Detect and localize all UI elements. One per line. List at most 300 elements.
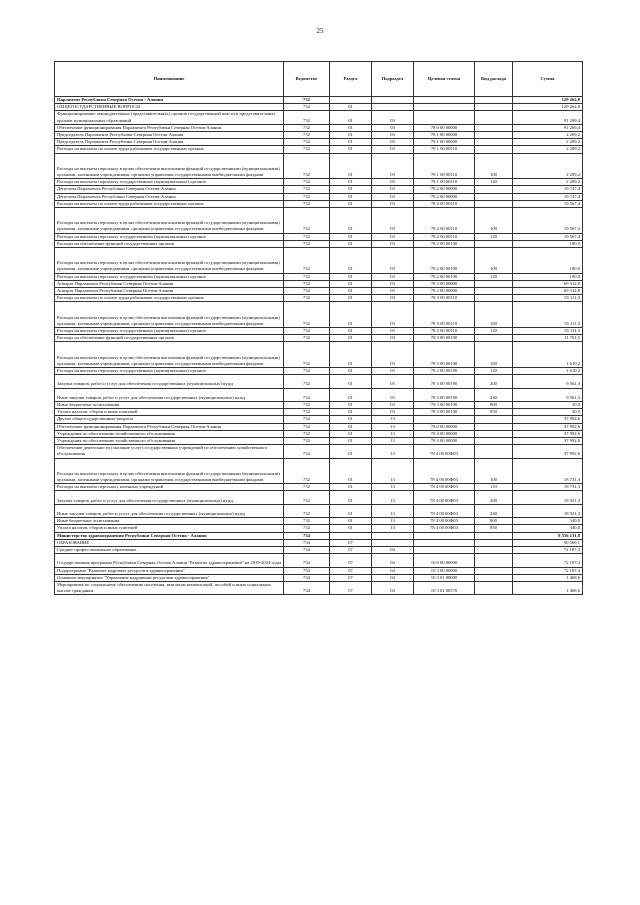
cell-code: 732 xyxy=(284,518,330,525)
cell-subsection: 03 xyxy=(372,248,414,274)
cell-section: 01 xyxy=(330,416,372,423)
cell-expense xyxy=(475,582,513,595)
cell-section: 01 xyxy=(330,186,372,193)
cell-article xyxy=(414,111,475,124)
cell-article xyxy=(414,416,475,423)
cell-expense xyxy=(475,539,513,546)
cell-subsection: 03 xyxy=(372,193,414,200)
cell-article: 78 1 00 00110 xyxy=(414,179,475,186)
cell-name: Парламент Республики Северная Осетия - Алания xyxy=(55,97,284,104)
cell-name: Обеспечение деятельности (оказание услуг) государственных учреждений по обеспечению хозяйственного обслуживания xyxy=(55,445,284,458)
cell-name: Государственная программа Республики Северная Осетия-Алания "Развитие здравоохранения" на 2019-2024 годы xyxy=(55,554,284,567)
cell-expense: 100 xyxy=(475,208,513,234)
cell-section: 01 xyxy=(330,423,372,430)
cell-expense xyxy=(475,554,513,567)
cell-section: 01 xyxy=(330,288,372,295)
cell-name: Расходы на выплаты персоналу государственных (муниципальных) органов xyxy=(55,273,284,280)
cell-expense: 850 xyxy=(475,525,513,532)
cell-sum: 180,0 xyxy=(513,248,583,274)
cell-section: 01 xyxy=(330,491,372,504)
cell-sum: 19 747,4 xyxy=(513,186,583,193)
cell-code: 732 xyxy=(284,525,330,532)
cell-expense: 120 xyxy=(475,179,513,186)
cell-code: 732 xyxy=(284,368,330,375)
cell-subsection: 03 xyxy=(372,200,414,207)
cell-name: Обеспечение функционирования Парламента Республики Северная Осетия-Алания xyxy=(55,423,284,430)
cell-subsection: 03 xyxy=(372,288,414,295)
cell-subsection: 13 xyxy=(372,445,414,458)
table-row xyxy=(55,153,583,179)
cell-name: Расходы на выплаты персоналу государственных (муниципальных) органов xyxy=(55,328,284,335)
cell-name: Расходы на выплаты персоналу государственных (муниципальных) органов xyxy=(55,179,284,186)
cell-expense xyxy=(475,280,513,287)
cell-article: 78 3 00 00110 xyxy=(414,295,475,302)
cell-article: 78 4 00 00Ф03 xyxy=(414,484,475,491)
cell-article: 78 2 00 00190 xyxy=(414,248,475,274)
cell-sum: 2 209,2 xyxy=(513,179,583,186)
cell-sum: 90 569,1 xyxy=(513,539,583,546)
cell-sum: 19 747,4 xyxy=(513,193,583,200)
cell-code: 732 xyxy=(284,273,330,280)
cell-expense xyxy=(475,139,513,146)
table-row xyxy=(55,458,583,484)
cell-expense xyxy=(475,111,513,124)
cell-section: 01 xyxy=(330,409,372,416)
cell-expense: 110 xyxy=(475,484,513,491)
cell-article: 78 1 00 00110 xyxy=(414,153,475,179)
cell-section: 01 xyxy=(330,388,372,401)
cell-article xyxy=(414,539,475,546)
cell-sum: 37 992,6 xyxy=(513,445,583,458)
table-row xyxy=(55,409,583,416)
cell-code: 732 xyxy=(284,335,330,342)
cell-code: 732 xyxy=(284,295,330,302)
header-sum: Сумма xyxy=(513,62,583,97)
cell-name: Мероприятия по социальному обеспечению населения, выплатам компенсаций, пособий и иных социальных выплат гражданам xyxy=(55,582,284,595)
table-row xyxy=(55,504,583,517)
table-row xyxy=(55,416,583,423)
cell-sum: 2 209,2 xyxy=(513,153,583,179)
cell-sum: 72 187,4 xyxy=(513,547,583,554)
cell-sum: 11 701,5 xyxy=(513,335,583,342)
cell-expense xyxy=(475,438,513,445)
cell-subsection: 03 xyxy=(372,388,414,401)
table-row xyxy=(55,186,583,193)
cell-subsection: 03 xyxy=(372,111,414,124)
cell-subsection: 03 xyxy=(372,139,414,146)
cell-sum: 2 209,2 xyxy=(513,146,583,153)
cell-subsection: 03 xyxy=(372,240,414,247)
cell-sum: 19 567,4 xyxy=(513,208,583,234)
cell-article: 78 4 00 00Ф03 xyxy=(414,525,475,532)
cell-section: 01 xyxy=(330,146,372,153)
cell-expense xyxy=(475,547,513,554)
cell-subsection: 13 xyxy=(372,423,414,430)
cell-article: 78 1 00 00110 xyxy=(414,146,475,153)
cell-subsection: 03 xyxy=(372,124,414,131)
cell-name: Расходы на выплаты персоналу казенных учреждений xyxy=(55,484,284,491)
cell-subsection: 13 xyxy=(372,438,414,445)
cell-code: 732 xyxy=(284,430,330,437)
cell-name: Иные закупки товаров, работ и услуг для обеспечения государственных (муниципальных) нужд xyxy=(55,388,284,401)
cell-section: 01 xyxy=(330,111,372,124)
cell-section: 01 xyxy=(330,233,372,240)
cell-sum: 18 921,3 xyxy=(513,504,583,517)
cell-sum: 37 992,6 xyxy=(513,423,583,430)
cell-sum: 180,0 xyxy=(513,240,583,247)
cell-expense xyxy=(475,430,513,437)
cell-section: 01 xyxy=(330,458,372,484)
table-row xyxy=(55,248,583,274)
table-row xyxy=(55,368,583,375)
cell-code: 732 xyxy=(284,111,330,124)
cell-subsection: 03 xyxy=(372,146,414,153)
cell-sum: 1 610,2 xyxy=(513,368,583,375)
cell-code: 732 xyxy=(284,504,330,517)
cell-subsection: 03 xyxy=(372,368,414,375)
cell-article: 78 4 00 00000 xyxy=(414,430,475,437)
cell-section: 01 xyxy=(330,153,372,179)
cell-subsection: 04 xyxy=(372,554,414,567)
cell-sum: 340,0 xyxy=(513,525,583,532)
cell-article: 78 3 00 00000 xyxy=(414,280,475,287)
cell-section: 01 xyxy=(330,179,372,186)
cell-code: 734 xyxy=(284,547,330,554)
cell-expense xyxy=(475,445,513,458)
cell-subsection: 03 xyxy=(372,375,414,388)
cell-name: Основное мероприятие "Управление кадровыми ресурсами здравоохранения" xyxy=(55,574,284,581)
table-row xyxy=(55,375,583,388)
cell-subsection: 03 xyxy=(372,409,414,416)
table-row xyxy=(55,193,583,200)
cell-expense: 800 xyxy=(475,518,513,525)
cell-expense xyxy=(475,124,513,131)
cell-code: 734 xyxy=(284,539,330,546)
table-row xyxy=(55,423,583,430)
table-row xyxy=(55,532,583,539)
cell-name: Расходы на выплаты персоналу в целях обеспечения выполнения функций государственными (муниципальными) органами, казенными учреждениями, органами управления государственными внебюджетными фондами xyxy=(55,342,284,368)
cell-article xyxy=(414,547,475,554)
cell-section: 01 xyxy=(330,295,372,302)
cell-name: Расходы на выплаты персоналу в целях обеспечения выполнения функций государственными (муниципальными) органами, казенными учреждениями, органами управления государственными внебюджетными фондами xyxy=(55,248,284,274)
cell-section: 07 xyxy=(330,567,372,574)
cell-article: 78 3 00 00190 xyxy=(414,342,475,368)
table-row xyxy=(55,582,583,595)
cell-subsection: 13 xyxy=(372,518,414,525)
cell-expense xyxy=(475,288,513,295)
cell-section: 01 xyxy=(330,273,372,280)
table-row xyxy=(55,111,583,124)
cell-section: 07 xyxy=(330,554,372,567)
table-header-row xyxy=(55,62,583,97)
cell-sum: 340,0 xyxy=(513,518,583,525)
cell-expense xyxy=(475,295,513,302)
cell-code: 732 xyxy=(284,132,330,139)
cell-code: 732 xyxy=(284,388,330,401)
cell-expense: 200 xyxy=(475,491,513,504)
cell-code: 732 xyxy=(284,208,330,234)
cell-article: 78 3 00 00110 xyxy=(414,302,475,328)
cell-section: 01 xyxy=(330,208,372,234)
cell-code: 734 xyxy=(284,582,330,595)
cell-expense: 100 xyxy=(475,248,513,274)
cell-sum: 55 111,3 xyxy=(513,328,583,335)
cell-subsection: 04 xyxy=(372,547,414,554)
table-row xyxy=(55,547,583,554)
cell-sum: 1 610,2 xyxy=(513,342,583,368)
page-number: 25 xyxy=(316,27,324,35)
cell-section: 01 xyxy=(330,484,372,491)
cell-expense xyxy=(475,146,513,153)
table-row xyxy=(55,574,583,581)
cell-section: 01 xyxy=(330,139,372,146)
table-row xyxy=(55,104,583,111)
cell-section: 07 xyxy=(330,574,372,581)
cell-expense: 850 xyxy=(475,409,513,416)
cell-sum: 69 312,8 xyxy=(513,288,583,295)
cell-sum: 19 567,4 xyxy=(513,233,583,240)
table-row xyxy=(55,208,583,234)
cell-name: Расходы на выплаты персоналу в целях обеспечения выполнения функций государственными (муниципальными) органами, казенными учреждениями, органами управления государственными внебюджетными фондами xyxy=(55,458,284,484)
cell-code: 732 xyxy=(284,153,330,179)
table-row xyxy=(55,445,583,458)
header-name: Наименование xyxy=(55,62,284,97)
cell-section: 01 xyxy=(330,504,372,517)
cell-name: Расходы на выплаты персоналу в целях обеспечения выполнения функций государственными (муниципальными) органами, казенными учреждениями, органами управления государственными внебюджетными фондами xyxy=(55,302,284,328)
cell-article: 78 4 00 00Ф03 xyxy=(414,458,475,484)
cell-subsection: 13 xyxy=(372,491,414,504)
cell-subsection: 03 xyxy=(372,335,414,342)
cell-subsection: 03 xyxy=(372,208,414,234)
cell-section: 01 xyxy=(330,402,372,409)
cell-subsection: 04 xyxy=(372,574,414,581)
cell-expense xyxy=(475,335,513,342)
table-row xyxy=(55,280,583,287)
cell-section: 01 xyxy=(330,342,372,368)
cell-name: Закупка товаров, работ и услуг для обеспечения государственных (муниципальных) нужд xyxy=(55,491,284,504)
cell-name: Председатель Парламента Республики Северная Осетия-Алания xyxy=(55,132,284,139)
table-row xyxy=(55,139,583,146)
table-row xyxy=(55,200,583,207)
cell-subsection: 03 xyxy=(372,186,414,193)
cell-expense: 100 xyxy=(475,458,513,484)
table-row xyxy=(55,554,583,567)
cell-article: 78 4 00 00Ф03 xyxy=(414,445,475,458)
cell-subsection: 04 xyxy=(372,582,414,595)
table-row xyxy=(55,179,583,186)
cell-section: 01 xyxy=(330,200,372,207)
cell-subsection: 04 xyxy=(372,567,414,574)
cell-name: Расходы на выплаты персоналу государственных (муниципальных) органов xyxy=(55,233,284,240)
cell-sum: 55 111,3 xyxy=(513,295,583,302)
cell-article: 78 3 00 00000 xyxy=(414,288,475,295)
cell-section xyxy=(330,532,372,539)
cell-subsection: 03 xyxy=(372,280,414,287)
cell-section: 01 xyxy=(330,445,372,458)
cell-name: Министерство здравоохранения Республики Северная Осетия - Алания xyxy=(55,532,284,539)
cell-expense: 800 xyxy=(475,402,513,409)
header-article: Целевая статья xyxy=(414,62,475,97)
cell-name: Уплата налогов, сборов и иных платежей xyxy=(55,409,284,416)
cell-expense: 120 xyxy=(475,273,513,280)
cell-name: ОБЩЕГОСУДАРСТВЕННЫЕ ВОПРОСЫ xyxy=(55,104,284,111)
cell-sum: 72 187,4 xyxy=(513,554,583,567)
cell-subsection: 03 xyxy=(372,273,414,280)
header-subsection: Подраздел xyxy=(372,62,414,97)
cell-name: Обеспечение функционирования Парламента Республики Северная Осетия-Алания xyxy=(55,124,284,131)
cell-code: 732 xyxy=(284,104,330,111)
cell-article: 78 1 00 00000 xyxy=(414,139,475,146)
cell-article: 78 3 00 00110 xyxy=(414,328,475,335)
cell-code: 732 xyxy=(284,179,330,186)
cell-sum: 55 111,3 xyxy=(513,302,583,328)
cell-subsection xyxy=(372,539,414,546)
cell-sum: 129 262,0 xyxy=(513,97,583,104)
budget-table xyxy=(54,61,583,595)
cell-article: 10 3 01 00000 xyxy=(414,574,475,581)
cell-sum: 180,0 xyxy=(513,273,583,280)
cell-code: 734 xyxy=(284,554,330,567)
cell-article: 78 1 00 00000 xyxy=(414,132,475,139)
cell-subsection: 03 xyxy=(372,233,414,240)
cell-name: Учреждения по обеспечению хозяйственного обслуживания xyxy=(55,438,284,445)
cell-article: 78 3 00 00190 xyxy=(414,335,475,342)
cell-sum: 1 468,6 xyxy=(513,582,583,595)
cell-expense: 240 xyxy=(475,388,513,401)
cell-expense xyxy=(475,104,513,111)
cell-sum: 18 731,3 xyxy=(513,484,583,491)
cell-expense xyxy=(475,532,513,539)
cell-code: 732 xyxy=(284,438,330,445)
cell-expense xyxy=(475,193,513,200)
cell-code: 732 xyxy=(284,484,330,491)
cell-code: 732 xyxy=(284,491,330,504)
cell-subsection: 13 xyxy=(372,416,414,423)
cell-name: Иные бюджетные ассигнования xyxy=(55,402,284,409)
cell-sum: 37 992,6 xyxy=(513,416,583,423)
cell-article: 78 2 00 00110 xyxy=(414,200,475,207)
cell-code: 732 xyxy=(284,233,330,240)
cell-name: Другие общегосударственные вопросы xyxy=(55,416,284,423)
cell-name: Подпрограмма "Развитие кадровых ресурсов в здравоохранении" xyxy=(55,567,284,574)
cell-name: Функционирование законодательных (представительных) органов государственной власти и представительных органов муниципальных образований xyxy=(55,111,284,124)
cell-code: 732 xyxy=(284,302,330,328)
header-section: Раздел xyxy=(330,62,372,97)
cell-name: Иные закупки товаров, работ и услуг для обеспечения государственных (муниципальных) нужд xyxy=(55,504,284,517)
table-row xyxy=(55,539,583,546)
cell-code: 732 xyxy=(284,146,330,153)
table-row xyxy=(55,328,583,335)
cell-subsection: 03 xyxy=(372,402,414,409)
table-row xyxy=(55,518,583,525)
cell-code: 732 xyxy=(284,416,330,423)
table-row xyxy=(55,567,583,574)
cell-expense xyxy=(475,416,513,423)
cell-sum: 18 921,3 xyxy=(513,491,583,504)
cell-article: 78 4 00 00Ф03 xyxy=(414,504,475,517)
cell-code: 732 xyxy=(284,248,330,274)
cell-name: Закупка товаров, работ и услуг для обеспечения государственных (муниципальных) нужд xyxy=(55,375,284,388)
cell-code: 734 xyxy=(284,567,330,574)
cell-name: Учреждения по обеспечению хозяйственного обслуживания xyxy=(55,430,284,437)
cell-article xyxy=(414,104,475,111)
table-row xyxy=(55,146,583,153)
cell-article: 78 2 00 00000 xyxy=(414,193,475,200)
cell-expense xyxy=(475,574,513,581)
cell-expense: 200 xyxy=(475,375,513,388)
cell-sum: 2 209,2 xyxy=(513,132,583,139)
cell-subsection: 03 xyxy=(372,328,414,335)
cell-expense: 120 xyxy=(475,368,513,375)
cell-code: 732 xyxy=(284,193,330,200)
cell-article: 10 3 01 00570 xyxy=(414,582,475,595)
cell-article: 78 2 00 00110 xyxy=(414,208,475,234)
table-row xyxy=(55,335,583,342)
cell-sum: 37 992,6 xyxy=(513,438,583,445)
cell-name: Аппарат Парламента Республики Северная Осетия-Алания xyxy=(55,280,284,287)
cell-article: 10 0 00 00000 xyxy=(414,554,475,567)
cell-sum: 9 561,3 xyxy=(513,388,583,401)
cell-expense: 100 xyxy=(475,153,513,179)
cell-sum: 2 209,2 xyxy=(513,139,583,146)
cell-code: 732 xyxy=(284,328,330,335)
cell-subsection: 13 xyxy=(372,430,414,437)
cell-name: Расходы на выплаты персоналу в целях обеспечения выполнения функций государственными (муниципальными) органами, казенными учреждениями, органами управления государственными внебюджетными фондами xyxy=(55,153,284,179)
cell-subsection: 03 xyxy=(372,302,414,328)
cell-subsection: 13 xyxy=(372,504,414,517)
table-row xyxy=(55,97,583,104)
cell-subsection: 13 xyxy=(372,458,414,484)
cell-article xyxy=(414,532,475,539)
cell-code: 732 xyxy=(284,240,330,247)
cell-sum: 19 567,4 xyxy=(513,200,583,207)
cell-code: 732 xyxy=(284,458,330,484)
table-row xyxy=(55,273,583,280)
cell-subsection: 13 xyxy=(372,525,414,532)
cell-name: Депутаты Парламента Республики Северная Осетия-Алания xyxy=(55,186,284,193)
cell-code: 732 xyxy=(284,124,330,131)
cell-article: 78 3 00 00190 xyxy=(414,402,475,409)
cell-name: ОБРАЗОВАНИЕ xyxy=(55,539,284,546)
cell-section: 01 xyxy=(330,248,372,274)
table-row xyxy=(55,295,583,302)
cell-article: 78 3 00 00190 xyxy=(414,368,475,375)
cell-name: Расходы на выплаты персоналу государственных (муниципальных) органов xyxy=(55,368,284,375)
table-row xyxy=(55,388,583,401)
cell-code: 732 xyxy=(284,200,330,207)
cell-section: 07 xyxy=(330,539,372,546)
cell-section: 01 xyxy=(330,328,372,335)
cell-name: Расходы на выплаты по оплате труда работников государственных органов xyxy=(55,200,284,207)
cell-subsection xyxy=(372,97,414,104)
cell-name: Среднее профессиональное образование xyxy=(55,547,284,554)
cell-name: Председатель Парламента Республики Северная Осетия-Алания xyxy=(55,139,284,146)
cell-name: Аппарат Парламента Республики Северная Осетия-Алания xyxy=(55,288,284,295)
cell-article: 78 3 00 00190 xyxy=(414,388,475,401)
cell-sum: 37 992,6 xyxy=(513,430,583,437)
cell-subsection: 13 xyxy=(372,484,414,491)
header-code: Ведомство xyxy=(284,62,330,97)
table-row xyxy=(55,233,583,240)
cell-sum: 72 187,4 xyxy=(513,567,583,574)
cell-section: 01 xyxy=(330,124,372,131)
cell-sum: 30,0 xyxy=(513,409,583,416)
table-row xyxy=(55,124,583,131)
cell-article: 78 4 00 00000 xyxy=(414,438,475,445)
cell-expense xyxy=(475,132,513,139)
cell-expense: 100 xyxy=(475,302,513,328)
cell-article: 78 2 00 00190 xyxy=(414,240,475,247)
